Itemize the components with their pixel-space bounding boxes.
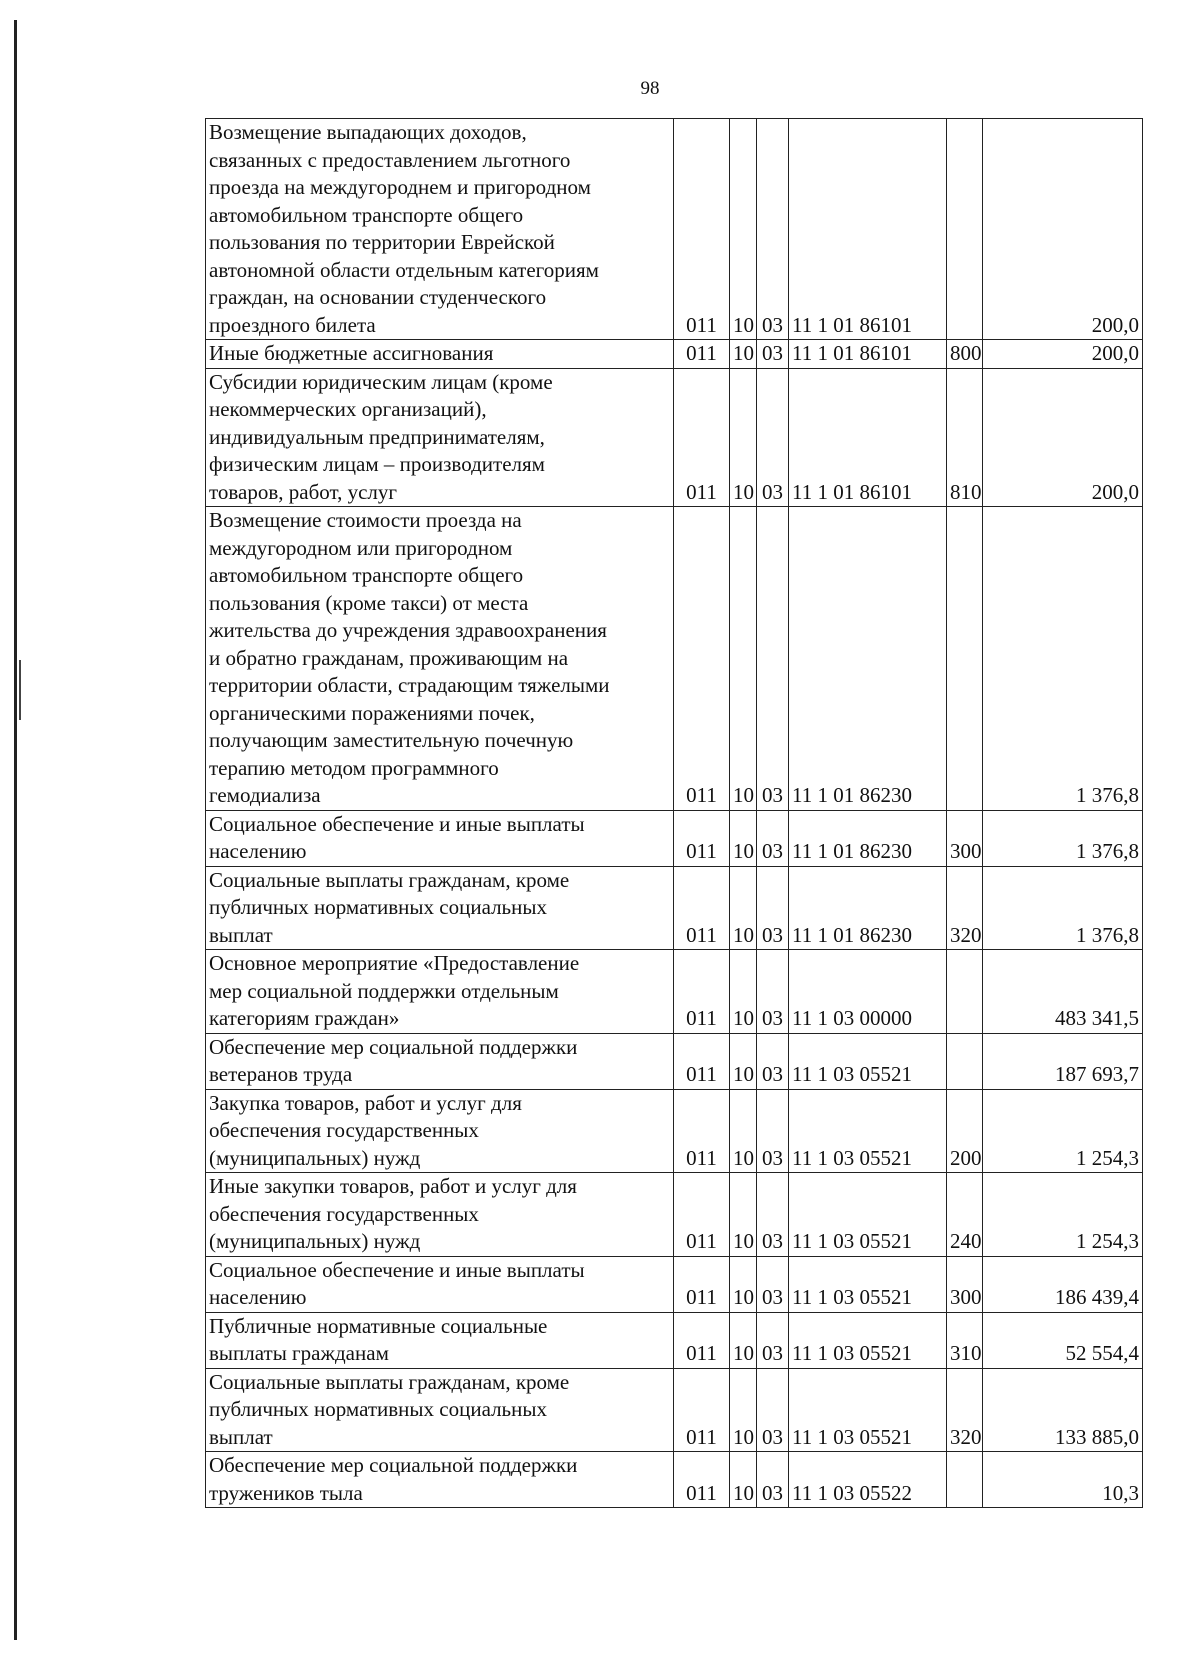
subsection-code-cell: 03 xyxy=(757,810,789,866)
ministry-code-cell: 011 xyxy=(674,1256,730,1312)
ministry-code-cell: 011 xyxy=(674,1452,730,1508)
row-name-cell: Социальное обеспечение и иные выплаты населению xyxy=(206,810,674,866)
subsection-code-cell: 03 xyxy=(757,340,789,369)
ministry-code-cell: 011 xyxy=(674,810,730,866)
table-row xyxy=(206,1033,1143,1089)
expense-type-code-cell xyxy=(947,1452,983,1508)
subsection-code-cell: 03 xyxy=(757,1033,789,1089)
target-article-code-cell: 11 1 03 05521 xyxy=(789,1312,947,1368)
section-code-cell: 10 xyxy=(730,810,757,866)
subsection-code-cell: 03 xyxy=(757,119,789,340)
target-article-code-cell: 11 1 01 86101 xyxy=(789,340,947,369)
table-row xyxy=(206,866,1143,950)
amount-cell: 187 693,7 xyxy=(983,1033,1143,1089)
section-code-cell: 10 xyxy=(730,507,757,811)
table-row xyxy=(206,507,1143,811)
amount-cell: 133 885,0 xyxy=(983,1368,1143,1452)
row-name-cell: Возмещение стоимости проезда на междугородном или пригородном автомобильном транспорте общего пользования (кроме такси) от места жительства до учреждения здравоохранения и обратно гражданам, проживающим на территории области, страдающим тяжелыми органическими поражениями почек, получающим заместительную почечную терапию методом программного гемодиализа xyxy=(206,507,674,811)
row-name-cell: Публичные нормативные социальные выплаты гражданам xyxy=(206,1312,674,1368)
expense-type-code-cell xyxy=(947,1033,983,1089)
expense-type-code-cell xyxy=(947,119,983,340)
table-row xyxy=(206,368,1143,507)
expense-type-code-cell: 810 xyxy=(947,368,983,507)
row-name-cell: Иные закупки товаров, работ и услуг для обеспечения государственных (муниципальных) нужд xyxy=(206,1173,674,1257)
section-code-cell: 10 xyxy=(730,1368,757,1452)
ministry-code-cell: 011 xyxy=(674,1033,730,1089)
section-code-cell: 10 xyxy=(730,1033,757,1089)
section-code-cell: 10 xyxy=(730,950,757,1034)
table-row xyxy=(206,340,1143,369)
expense-type-code-cell: 240 xyxy=(947,1173,983,1257)
amount-cell: 1 376,8 xyxy=(983,866,1143,950)
expense-type-code-cell: 200 xyxy=(947,1089,983,1173)
subsection-code-cell: 03 xyxy=(757,866,789,950)
ministry-code-cell: 011 xyxy=(674,119,730,340)
row-name-cell: Основное мероприятие «Предоставление мер социальной поддержки отдельным категориям граждан» xyxy=(206,950,674,1034)
ministry-code-cell: 011 xyxy=(674,368,730,507)
section-code-cell: 10 xyxy=(730,866,757,950)
ministry-code-cell: 011 xyxy=(674,1173,730,1257)
section-code-cell: 10 xyxy=(730,1312,757,1368)
row-name-cell: Закупка товаров, работ и услуг для обеспечения государственных (муниципальных) нужд xyxy=(206,1089,674,1173)
target-article-code-cell: 11 1 01 86230 xyxy=(789,507,947,811)
subsection-code-cell: 03 xyxy=(757,368,789,507)
amount-cell: 200,0 xyxy=(983,368,1143,507)
page-number: 98 xyxy=(640,78,660,99)
ministry-code-cell: 011 xyxy=(674,1368,730,1452)
subsection-code-cell: 03 xyxy=(757,507,789,811)
section-code-cell: 10 xyxy=(730,1089,757,1173)
table-row xyxy=(206,119,1143,340)
amount-cell: 1 254,3 xyxy=(983,1173,1143,1257)
table-row xyxy=(206,1173,1143,1257)
section-code-cell: 10 xyxy=(730,368,757,507)
row-name-cell: Обеспечение мер социальной поддержки тружеников тыла xyxy=(206,1452,674,1508)
subsection-code-cell: 03 xyxy=(757,950,789,1034)
target-article-code-cell: 11 1 03 05521 xyxy=(789,1089,947,1173)
amount-cell: 10,3 xyxy=(983,1452,1143,1508)
amount-cell: 186 439,4 xyxy=(983,1256,1143,1312)
section-code-cell: 10 xyxy=(730,340,757,369)
table-row xyxy=(206,1256,1143,1312)
scan-edge-mark xyxy=(19,660,21,720)
expense-type-code-cell: 800 xyxy=(947,340,983,369)
amount-cell: 200,0 xyxy=(983,340,1143,369)
expense-type-code-cell: 300 xyxy=(947,1256,983,1312)
ministry-code-cell: 011 xyxy=(674,340,730,369)
table-row xyxy=(206,810,1143,866)
expense-type-code-cell: 320 xyxy=(947,1368,983,1452)
row-name-cell: Социальные выплаты гражданам, кроме публичных нормативных социальных выплат xyxy=(206,866,674,950)
expense-type-code-cell: 300 xyxy=(947,810,983,866)
scan-edge-line xyxy=(14,20,17,1640)
row-name-cell: Иные бюджетные ассигнования xyxy=(206,340,674,369)
table-row xyxy=(206,1452,1143,1508)
target-article-code-cell: 11 1 03 05521 xyxy=(789,1173,947,1257)
target-article-code-cell: 11 1 01 86101 xyxy=(789,368,947,507)
ministry-code-cell: 011 xyxy=(674,1312,730,1368)
subsection-code-cell: 03 xyxy=(757,1173,789,1257)
expense-type-code-cell: 310 xyxy=(947,1312,983,1368)
table-row xyxy=(206,1368,1143,1452)
amount-cell: 1 376,8 xyxy=(983,810,1143,866)
target-article-code-cell: 11 1 03 05521 xyxy=(789,1368,947,1452)
target-article-code-cell: 11 1 03 05522 xyxy=(789,1452,947,1508)
subsection-code-cell: 03 xyxy=(757,1089,789,1173)
subsection-code-cell: 03 xyxy=(757,1368,789,1452)
amount-cell: 1 254,3 xyxy=(983,1089,1143,1173)
ministry-code-cell: 011 xyxy=(674,507,730,811)
ministry-code-cell: 011 xyxy=(674,950,730,1034)
row-name-cell: Возмещение выпадающих доходов, связанных с предоставлением льготного проезда на междугороднем и пригородном автомобильном транспорте общего пользования по территории Еврейской автономной области отдельным категориям граждан, на основании студенческого проездного билета xyxy=(206,119,674,340)
row-name-cell: Социальное обеспечение и иные выплаты населению xyxy=(206,1256,674,1312)
row-name-cell: Социальные выплаты гражданам, кроме публичных нормативных социальных выплат xyxy=(206,1368,674,1452)
section-code-cell: 10 xyxy=(730,119,757,340)
row-name-cell: Субсидии юридическим лицам (кроме некоммерческих организаций), индивидуальным предпринимателям, физическим лицам – производителям товаров, работ, услуг xyxy=(206,368,674,507)
subsection-code-cell: 03 xyxy=(757,1312,789,1368)
target-article-code-cell: 11 1 01 86101 xyxy=(789,119,947,340)
subsection-code-cell: 03 xyxy=(757,1256,789,1312)
amount-cell: 200,0 xyxy=(983,119,1143,340)
expense-type-code-cell: 320 xyxy=(947,866,983,950)
target-article-code-cell: 11 1 01 86230 xyxy=(789,866,947,950)
amount-cell: 52 554,4 xyxy=(983,1312,1143,1368)
target-article-code-cell: 11 1 03 05521 xyxy=(789,1256,947,1312)
section-code-cell: 10 xyxy=(730,1452,757,1508)
budget-table-body xyxy=(206,119,1143,1508)
section-code-cell: 10 xyxy=(730,1173,757,1257)
amount-cell: 1 376,8 xyxy=(983,507,1143,811)
expense-type-code-cell xyxy=(947,507,983,811)
budget-table xyxy=(205,118,1143,1508)
subsection-code-cell: 03 xyxy=(757,1452,789,1508)
target-article-code-cell: 11 1 03 00000 xyxy=(789,950,947,1034)
expense-type-code-cell xyxy=(947,950,983,1034)
ministry-code-cell: 011 xyxy=(674,866,730,950)
row-name-cell: Обеспечение мер социальной поддержки ветеранов труда xyxy=(206,1033,674,1089)
table-row xyxy=(206,1089,1143,1173)
table-row xyxy=(206,1312,1143,1368)
target-article-code-cell: 11 1 01 86230 xyxy=(789,810,947,866)
amount-cell: 483 341,5 xyxy=(983,950,1143,1034)
table-row xyxy=(206,950,1143,1034)
ministry-code-cell: 011 xyxy=(674,1089,730,1173)
target-article-code-cell: 11 1 03 05521 xyxy=(789,1033,947,1089)
section-code-cell: 10 xyxy=(730,1256,757,1312)
